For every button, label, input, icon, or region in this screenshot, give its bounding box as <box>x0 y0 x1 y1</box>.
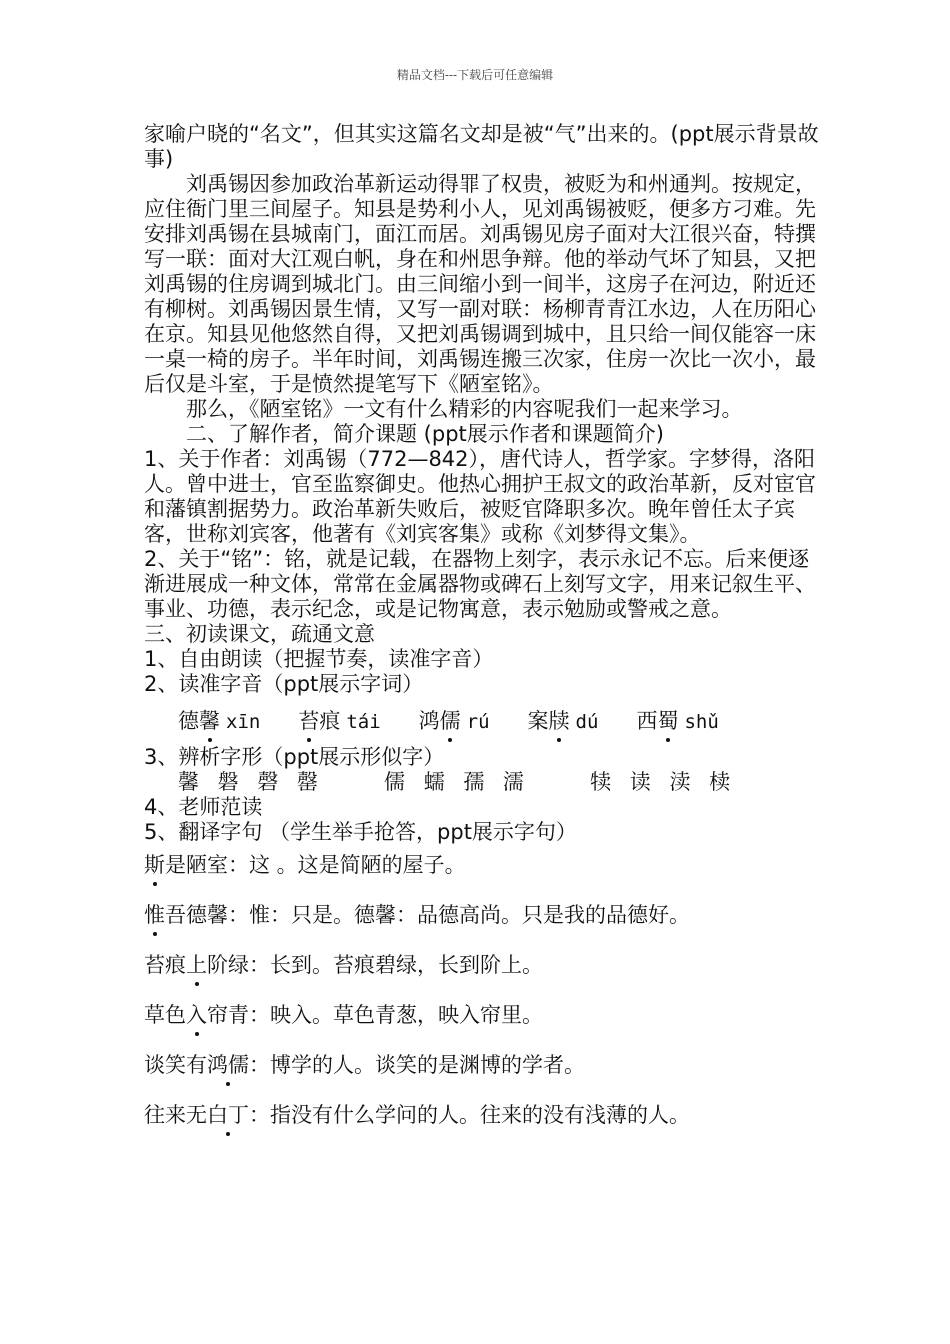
item-translation: 5、翻译字句 （学生举手抢答，ppt展示字句） <box>144 820 577 844</box>
word-xishu: 西蜀 shǔ <box>636 709 719 733</box>
item-free-reading: 1、自由朗读（把握节奏，读准字音） <box>144 647 494 671</box>
word-andu: 案牍 dú <box>527 709 599 733</box>
glyph-group-du: 犊 读 渎 椟 <box>590 770 737 794</box>
section-heading-reading: 三、初读课文，疏通文意 <box>144 622 375 646</box>
paragraph-author: 1、关于作者：刘禹锡（772—842），唐代诗人，哲学家。字梦得，洛阳人。曾中进士，官至监察御史。他热心拥护王叔文的政治革新，反对宦官和藩镇割据势力。政治革新失败后，被贬官降职多次。晚年曾任太子宾客，世称刘宾客，他著有《刘宾客集》或称《刘梦得文集》。 <box>144 447 816 546</box>
pronunciation-words <box>178 705 820 739</box>
page-header: 精品文档---下载后可任意编辑 <box>396 68 554 82</box>
translation-line-6: 往来无白丁：指没有什么学问的人。往来的没有浅薄的人。 <box>144 1103 690 1127</box>
document-body <box>144 122 820 1133</box>
glyph-group-ru: 儒 蠕 孺 濡 <box>384 770 531 794</box>
item-glyphs: 3、辨析字形（ppt展示形似字） <box>144 745 445 769</box>
word-dexin: 德馨 xīn <box>178 709 261 733</box>
translation-line-5: 谈笑有鸿儒：博学的人。谈笑的是渊博的学者。 <box>144 1053 585 1077</box>
paragraph-transition: 那么，《陋室铭》一文有什么精彩的内容呢我们一起来学习。 <box>186 397 743 421</box>
translation-line-2: 惟吾德馨：惟：只是。德馨：品德高尚。只是我的品德好。 <box>144 903 690 927</box>
translation-line-3: 苔痕上阶绿：长到。苔痕碧绿，长到阶上。 <box>144 953 543 977</box>
section-heading-author: 二、了解作者，简介课题 (ppt展示作者和课题简介) <box>186 422 664 446</box>
glyph-groups <box>178 770 820 795</box>
word-taihen: 苔痕 tái <box>298 709 381 733</box>
translation-line-1: 斯是陋室：这 。这是简陋的屋子。 <box>144 853 466 877</box>
glyph-group-xin: 馨 磐 磬 罄 <box>178 770 325 794</box>
paragraph-story: 刘禹锡因参加政治革新运动得罪了权贵，被贬为和州通判。按规定，应住衙门里三间屋子。知县是势利小人，见刘禹锡被贬，便多方刁难。先安排刘禹锡在县城南门，面江而居。刘禹锡见房子面对大江很兴奋，特撰写一联：面对大江观白帆，身在和州思争辩。他的举动气坏了知县，又把刘禹锡的住房调到城北门。由三间缩小到一间半，这房子在河边，附近还有柳树。刘禹锡因景生情，又写一副对联：杨柳青青江水边，人在历阳心在京。知县见他悠然自得，又把刘禹锡调到城中，且只给一间仅能容一床一桌一椅的房子。半年时间，刘禹锡连搬三次家，住房一次比一次小，最后仅是斗室，于是愤然提笔写下《陋室铭》。 <box>144 172 816 396</box>
paragraph-intro: 家喻户晓的“名文”，但其实这篇名文却是被“气”出来的。(ppt展示背景故事) <box>144 122 819 171</box>
translation-line-4: 草色入帘青：映入。草色青葱，映入帘里。 <box>144 1003 543 1027</box>
item-pronunciation: 2、读准字音（ppt展示字词） <box>144 672 424 696</box>
word-hongru: 鸿儒 rú <box>418 709 490 733</box>
item-teacher-reading: 4、老师范读 <box>144 795 263 819</box>
paragraph-ming: 2、关于“铭”：铭，就是记载，在器物上刻字，表示永记不忘。后来便逐渐进展成一种文体，常常在金属器物或碑石上刻写文字，用来记叙生平、事业、功德，表示纪念，或是记物寓意，表示勉励或警戒之意。 <box>144 547 816 621</box>
